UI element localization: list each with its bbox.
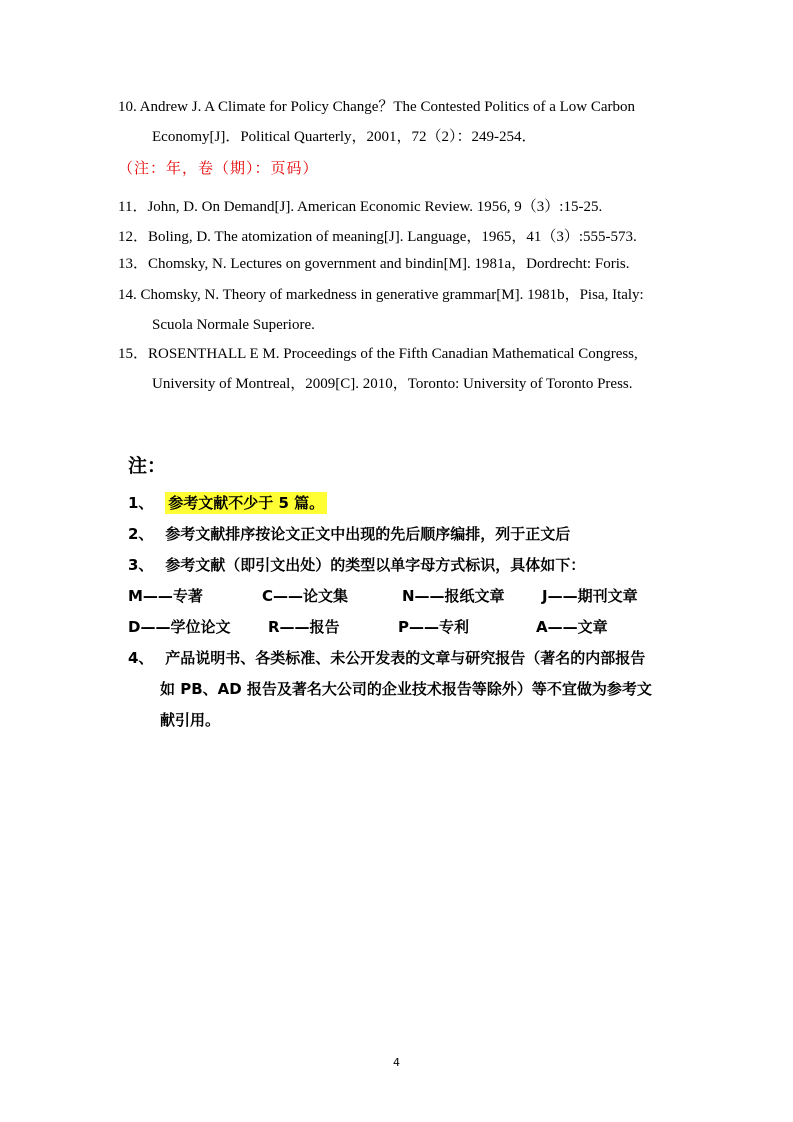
reference-13 <box>118 249 678 279</box>
type-code: M——专著 <box>128 587 203 605</box>
reference-15-line2: University of Montreal，2009[C]. 2010，Toronto: University of Toronto Press. <box>152 376 633 392</box>
type-code: D——学位论文 <box>128 618 231 636</box>
notes-section <box>128 450 688 736</box>
note-number: 3、 <box>128 556 154 574</box>
type-code: P——专利 <box>398 618 469 636</box>
type-code: J——期刊文章 <box>542 587 638 605</box>
type-code: A——文章 <box>536 618 608 636</box>
note-number: 1、 <box>128 494 154 512</box>
page-number: 4 <box>393 1056 400 1069</box>
note-text: 参考文献排序按论文正文中出现的先后顺序编排，列于正文后 <box>165 525 571 543</box>
note-number: 2、 <box>128 525 154 543</box>
note-item-4 <box>128 643 688 674</box>
reference-15 <box>118 339 678 399</box>
type-codes-row-2 <box>128 612 688 643</box>
note-number: 4、 <box>128 649 154 667</box>
reference-10-line2: Economy[J]．Political Quarterly，2001，72（2）：249-254． <box>152 129 537 145</box>
note-item-3 <box>128 550 688 581</box>
reference-11 <box>118 192 678 222</box>
reference-11-line1: 11．John, D. On Demand[J]. American Economic Review. 1956, 9（3）:15-25. <box>118 199 603 215</box>
type-codes-row-1 <box>128 581 688 612</box>
type-code: C——论文集 <box>262 587 349 605</box>
reference-14-line2: Scuola Normale Superiore. <box>152 317 315 333</box>
type-code: R——报告 <box>268 618 340 636</box>
reference-13-line1: 13．Chomsky, N. Lectures on government and bindin[M]. 1981a，Dordrecht: Foris. <box>118 256 630 272</box>
reference-12-line1: 12．Boling, D. The atomization of meaning[J]. Language，1965，41（3）:555-573. <box>118 229 637 245</box>
reference-10-line1: 10. Andrew J. A Climate for Policy Change？The Contested Politics of a Low Carbon <box>118 99 636 115</box>
citation-format-note: （注：年，卷（期）：页码） <box>118 159 319 177</box>
reference-14-line1: 14. Chomsky, N. Theory of markedness in generative grammar[M]. 1981b，Pisa, Italy: <box>118 287 644 303</box>
reference-15-line1: 15．ROSENTHALL E M. Proceedings of the Fifth Canadian Mathematical Congress, <box>118 346 638 362</box>
notes-title: 注： <box>128 455 167 477</box>
reference-14 <box>118 280 678 340</box>
reference-10 <box>118 92 678 152</box>
note-item-1 <box>128 488 688 519</box>
note-text: 产品说明书、各类标准、未公开发表的文章与研究报告（著名的内部报告 <box>165 649 646 667</box>
highlighted-note-text: 参考文献不少于 5 篇。 <box>165 492 327 514</box>
note-item-4-line3: 献引用。 <box>160 711 221 729</box>
note-item-4-line2: 如 PB、AD 报告及著名大公司的企业技术报告等除外）等不宜做为参考文 <box>160 680 652 698</box>
note-text: 参考文献（即引文出处）的类型以单字母方式标识，具体如下： <box>165 556 586 574</box>
reference-12 <box>118 222 678 252</box>
note-item-2 <box>128 519 688 550</box>
type-code: N——报纸文章 <box>402 587 505 605</box>
